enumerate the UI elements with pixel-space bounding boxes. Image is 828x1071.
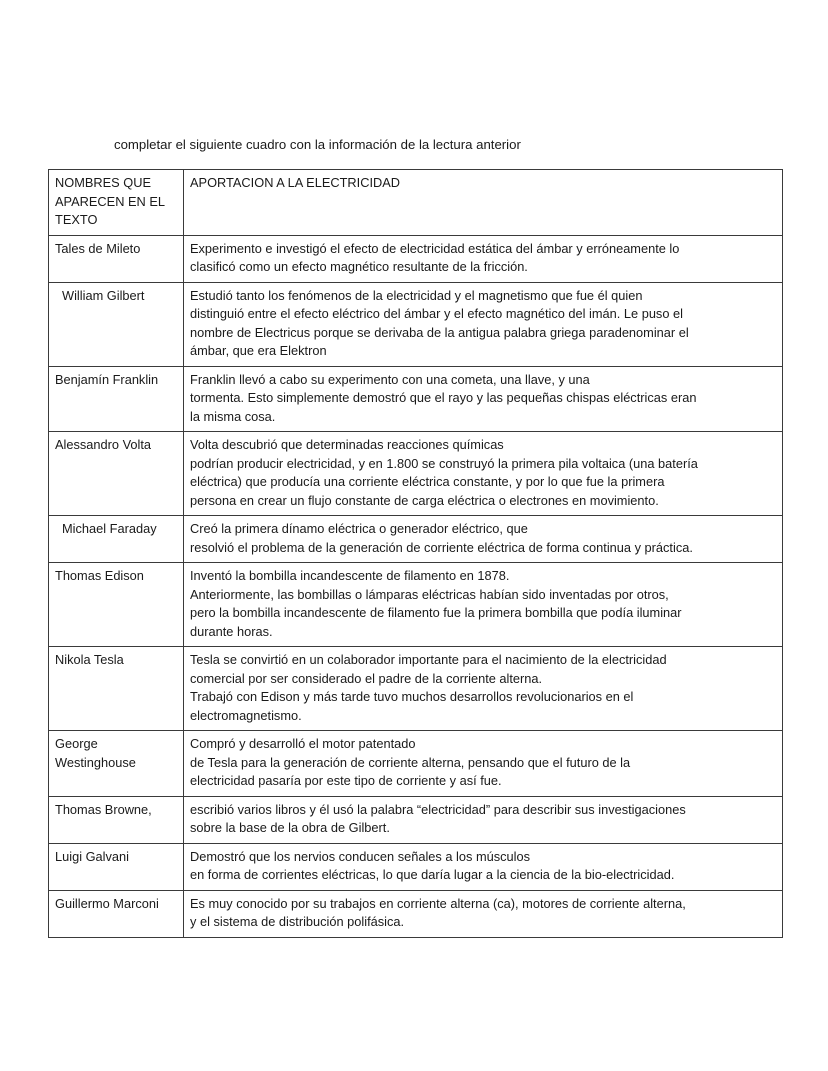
table-row: [49, 731, 783, 797]
table-row: [49, 366, 783, 432]
cell-person-name: William Gilbert: [49, 282, 184, 366]
cell-contribution: [184, 890, 783, 937]
table-row: [49, 796, 783, 843]
cell-contribution: [184, 731, 783, 797]
cell-person-name: Michael Faraday: [49, 516, 184, 563]
contribution-line: en forma de corrientes eléctricas, lo que daría lugar a la ciencia de la bio-electricidad.: [190, 867, 675, 882]
contribution-line: y el sistema de distribución polifásica.: [190, 914, 405, 929]
cell-person-name: Luigi Galvani: [49, 843, 184, 890]
contribution-line: eléctrica) que producía una corriente eléctrica constante, y por lo que fue la primera: [190, 474, 665, 489]
contribution-line: clasificó como un efecto magnético resultante de la fricción.: [190, 259, 528, 274]
cell-person-name: Tales de Mileto: [49, 235, 184, 282]
cell-contribution: [184, 647, 783, 731]
cell-person-name: Guillermo Marconi: [49, 890, 184, 937]
contribution-line: tormenta. Esto simplemente demostró que el rayo y las pequeñas chispas eléctricas eran: [190, 390, 697, 405]
contribution-line: Tesla se convirtió en un colaborador importante para el nacimiento de la electricidad: [190, 652, 667, 667]
cell-contribution: [184, 516, 783, 563]
cell-contribution: [184, 366, 783, 432]
cell-contribution: [184, 282, 783, 366]
contribution-line: Anteriormente, las bombillas o lámparas eléctricas habían sido inventadas por otros,: [190, 586, 669, 602]
contribution-line: nombre de Electricus porque se derivaba de la antigua palabra griega paradenominar el: [190, 324, 689, 340]
cell-contribution: [184, 432, 783, 516]
cell-contribution: [184, 796, 783, 843]
contribution-line: electromagnetismo.: [190, 707, 302, 723]
table-row: [49, 516, 783, 563]
contribution-line: escribió varios libros y él usó la palabra “electricidad” para describir sus investigaciones: [190, 801, 686, 817]
cell-contribution: [184, 843, 783, 890]
table-row: [49, 563, 783, 647]
contribution-line: podrían producir electricidad, y en 1.800 se construyó la primera pila voltaica (una batería: [190, 455, 698, 471]
contribution-line: Volta descubrió que determinadas reacciones químicas: [190, 437, 504, 452]
cell-contribution: [184, 235, 783, 282]
contributions-table-container: [48, 169, 782, 938]
contribution-line: ámbar, que era Elektron: [190, 343, 327, 358]
instruction-text: completar el siguiente cuadro con la información de la lectura anterior: [114, 137, 521, 152]
table-body: [49, 170, 783, 938]
contribution-line: persona en crear un flujo constante de carga eléctrica o electrones en movimiento.: [190, 492, 659, 508]
cell-person-name: Nikola Tesla: [49, 647, 184, 731]
contribution-line: Estudió tanto los fenómenos de la electricidad y el magnetismo que fue él quien: [190, 287, 643, 303]
column-header-contribution: APORTACION A LA ELECTRICIDAD: [184, 170, 783, 236]
contribution-line: electricidad pasaría por este tipo de corriente y así fue.: [190, 773, 502, 788]
cell-person-name: Alessandro Volta: [49, 432, 184, 516]
table-row: [49, 843, 783, 890]
contribution-line: sobre la base de la obra de Gilbert.: [190, 820, 390, 835]
contribution-line: Inventó la bombilla incandescente de filamento en 1878.: [190, 568, 510, 583]
contribution-line: distinguió entre el efecto eléctrico del ámbar y el efecto magnético del imán. Le puso el: [190, 306, 683, 321]
table-row: [49, 890, 783, 937]
contribution-line: Franklin llevó a cabo su experimento con una cometa, una llave, y una: [190, 371, 590, 387]
table-row: [49, 432, 783, 516]
contribution-line: durante horas.: [190, 623, 273, 639]
contribution-line: pero la bombilla incandescente de filamento fue la primera bombilla que podía iluminar: [190, 605, 682, 620]
contribution-line: Experimento e investigó el efecto de electricidad estática del ámbar y erróneamente lo: [190, 240, 680, 256]
table-row: [49, 647, 783, 731]
contribution-line: Demostró que los nervios conducen señales a los músculos: [190, 848, 531, 864]
cell-person-name: Thomas Edison: [49, 563, 184, 647]
column-header-names: NOMBRES QUE APARECEN EN EL TEXTO: [49, 170, 184, 236]
table-row: [49, 282, 783, 366]
cell-person-name: George Westinghouse: [49, 731, 184, 797]
contribution-line: Compró y desarrolló el motor patentado: [190, 736, 416, 751]
contribution-line: Creó la primera dínamo eléctrica o generador eléctrico, que: [190, 521, 528, 536]
cell-contribution: [184, 563, 783, 647]
contribution-line: la misma cosa.: [190, 408, 276, 424]
cell-person-name: Benjamín Franklin: [49, 366, 184, 432]
contributions-table: [48, 169, 783, 938]
contribution-line: Trabajó con Edison y más tarde tuvo muchos desarrollos revolucionarios en el: [190, 689, 634, 704]
table-row: [49, 235, 783, 282]
table-header-row: [49, 170, 783, 236]
cell-person-name: Thomas Browne,: [49, 796, 184, 843]
contribution-line: Es muy conocido por su trabajos en corriente alterna (ca), motores de corriente alterna,: [190, 895, 686, 911]
contribution-line: comercial por ser considerado el padre de la corriente alterna.: [190, 670, 543, 686]
contribution-line: resolvió el problema de la generación de corriente eléctrica de forma continua y práctica.: [190, 539, 693, 555]
contribution-line: de Tesla para la generación de corriente alterna, pensando que el futuro de la: [190, 754, 631, 770]
